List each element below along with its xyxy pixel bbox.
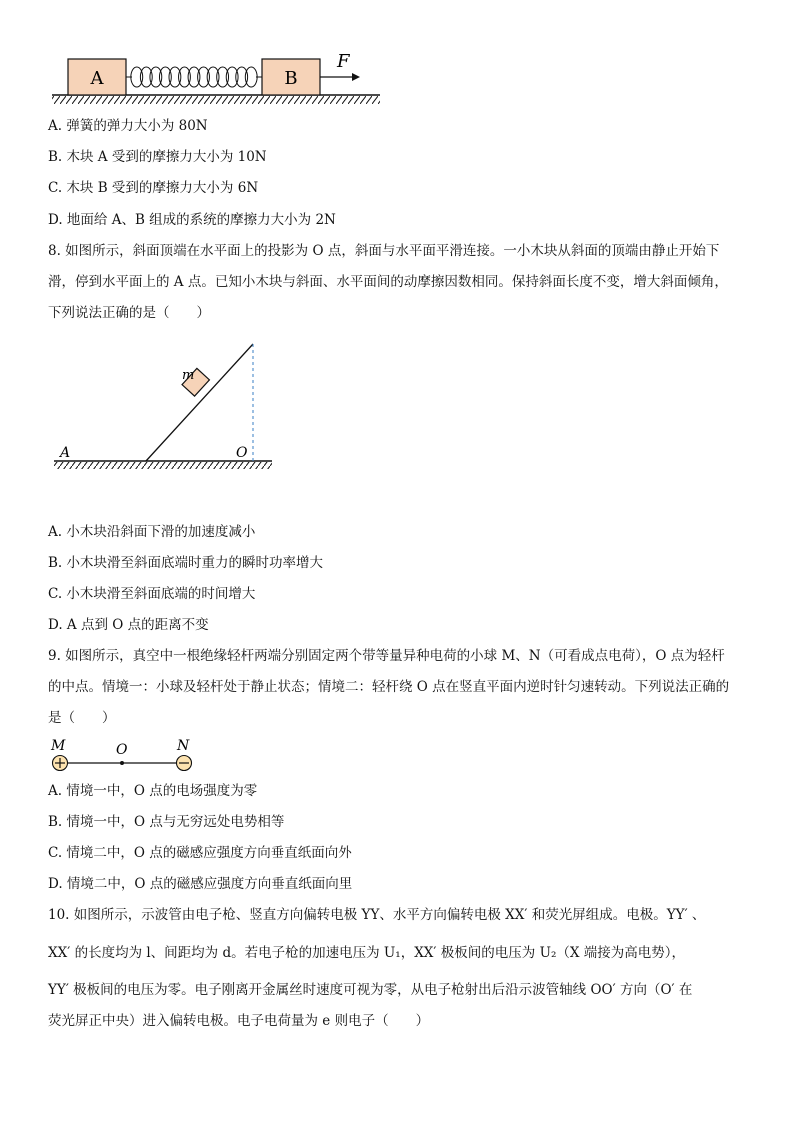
spring	[126, 67, 262, 87]
q9-option-c: C. 情境二中，O 点的磁感应强度方向垂直纸面向外	[48, 845, 352, 861]
q10-stem-line3: YY′ 极板间的电压为零。电子刚离开金属丝时速度可视为零，从电子枪射出后沿示波管轴线 OO′ 方向（O′ 在	[48, 982, 693, 998]
q10-stem-line1: 10. 如图所示，示波管由电子枪、竖直方向偏转电极 YY、水平方向偏转电极 XX′ 和荧光屏组成。电极。YY′ 、	[48, 907, 706, 923]
q8-stem-line2: 滑，停到水平面上的 A 点。已知小木块与斜面、水平面间的动摩擦因数相同。保持斜面长度不变，增大斜面倾角，	[48, 274, 728, 290]
block-a-label: A	[90, 68, 104, 89]
q8-option-d: D. A 点到 O 点的距离不变	[48, 617, 209, 633]
label-o: O	[116, 742, 128, 758]
q9-option-b: B. 情境一中，O 点与无穷远处电势相等	[48, 814, 285, 830]
spring-coil	[217, 67, 229, 87]
q7-option-c: C. 木块 B 受到的摩擦力大小为 6N	[48, 180, 259, 196]
spring-coil	[140, 67, 152, 87]
spring-coil	[236, 67, 248, 87]
spring-coil	[245, 67, 257, 87]
q9-stem-line3: 是（ ）	[48, 710, 116, 726]
spring-coil	[131, 67, 143, 87]
label-n: N	[177, 738, 190, 754]
point-a-label: A	[60, 445, 71, 461]
q7-option-a: A. 弹簧的弹力大小为 80N	[48, 118, 208, 134]
q8-option-a: A. 小木块沿斜面下滑的加速度减小	[48, 524, 256, 540]
q9-stem-line1: 9. 如图所示，真空中一根绝缘轻杆两端分别固定两个带等量异种电荷的小球 M、N（可看成点电荷），O 点为轻杆	[48, 648, 725, 664]
spring-coil	[198, 67, 210, 87]
spring-coil	[207, 67, 219, 87]
spring-coil	[159, 67, 171, 87]
spring-coil	[169, 67, 181, 87]
spring-coil	[188, 67, 200, 87]
block-b-label: B	[284, 68, 298, 89]
q9-stem-line2: 的中点。情境一：小球及轻杆处于静止状态；情境二：轻杆绕 O 点在竖直平面内逆时针匀速转动。下列说法正确的	[48, 679, 730, 695]
q7-option-b: B. 木块 A 受到的摩擦力大小为 10N	[48, 149, 267, 165]
incline-figure	[48, 338, 288, 478]
q8-option-c: C. 小木块滑至斜面底端的时间增大	[48, 586, 256, 602]
incline-line	[146, 344, 253, 461]
q9-option-a: A. 情境一中，O 点的电场强度为零	[48, 783, 258, 799]
spring-coil	[179, 67, 191, 87]
q8-stem-line3: 下列说法正确的是（ ）	[48, 305, 210, 321]
spring-coil	[150, 67, 162, 87]
q8-option-b: B. 小木块滑至斜面底端时重力的瞬时功率增大	[48, 555, 324, 571]
q8-stem-line1: 8. 如图所示，斜面顶端在水平面上的投影为 O 点，斜面与水平面平滑连接。一小木块从斜面的顶端由静止开始下	[48, 243, 720, 259]
spring-blocks-figure	[48, 48, 388, 108]
q10-stem-line2: XX′ 的长度均为 l、间距均为 d。若电子枪的加速电压为 U₁，XX′ 极板间的电压为 U₂（X 端接为高电势），	[48, 945, 686, 961]
charged-rod-figure	[48, 736, 208, 778]
mass-label: m	[182, 368, 195, 383]
midpoint-o	[120, 761, 124, 765]
force-label: F	[337, 51, 350, 72]
q10-stem-line4: 荧光屏正中央）进入偏转电极。电子电荷量为 e 则电子（ ）	[48, 1013, 430, 1029]
label-m: M	[51, 738, 66, 754]
q7-option-d: D. 地面给 A、B 组成的系统的摩擦力大小为 2N	[48, 212, 336, 228]
spring-coil	[226, 67, 238, 87]
point-o-label: O	[236, 445, 248, 461]
q9-option-d: D. 情境二中，O 点的磁感应强度方向垂直纸面向里	[48, 876, 353, 892]
